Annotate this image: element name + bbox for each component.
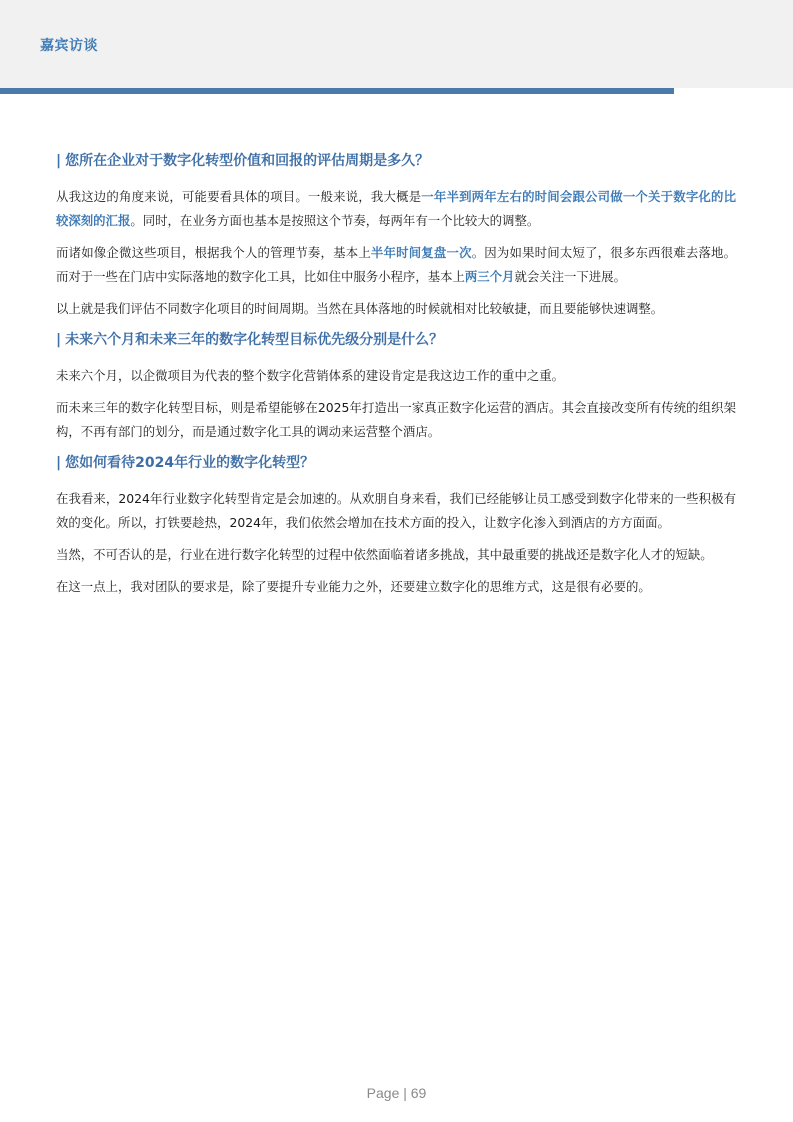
paragraph (56, 543, 736, 567)
paragraph (56, 297, 736, 321)
paragraph-text: 。同时，在业务方面也基本是按照这个节奏，每两年有一个比较大的调整。 (130, 213, 540, 228)
paragraph-text: 未来六个月，以企微项目为代表的整个数字化营销体系的建设肯定是我这边工作的重中之重。 (56, 368, 565, 383)
paragraph-text: 当然，不可否认的是，行业在进行数字化转型的过程中依然面临着诸多挑战，其中最重要的挑战还是数字化人才的短缺。 (56, 547, 713, 562)
heading-text: 未来六个月和未来三年的数字化转型目标优先级分别是什么？ (65, 332, 444, 348)
paragraph (56, 185, 736, 233)
paragraph-text: 在这一点上，我对团队的要求是，除了要提升专业能力之外，还要建立数字化的思维方式，这是很有必要的。 (56, 579, 651, 594)
paragraph-text: 而未来三年的数字化转型目标，则是希望能够在2025年打造出一家真正数字化运营的酒店。其会直接改变所有传统的组织架构，不再有部门的划分，而是通过数字化工具的调动来运营整个酒店。 (56, 400, 736, 439)
header-title: 嘉宾访谈 (40, 38, 98, 54)
heading-bar: | (56, 455, 62, 471)
paragraph-text: 从我这边的角度来说，可能要看具体的项目。一般来说，我大概是 (56, 189, 422, 204)
heading-text: 您所在企业对于数字化转型价值和回报的评估周期是多久？ (65, 153, 430, 169)
section-heading (56, 150, 736, 172)
paragraph-text: 在我看来，2024年行业数字化转型肯定是会加速的。从欢朋自身来看，我们已经能够让员工感受到数字化带来的一些积极有效的变化。所以，打铁要趁热，2024年，我们依然会增加在技术方面的投入，让数字化渗入到酒店的方方面面。 (56, 491, 736, 530)
paragraph-text: 而诸如像企微这些项目，根据我个人的管理节奏，基本上 (56, 245, 371, 260)
highlight-text: 半年时间复盘一次 (370, 245, 472, 260)
paragraph (56, 241, 736, 289)
article-body (56, 150, 736, 607)
section-heading (56, 329, 736, 351)
page-number: Page | 69 (366, 1085, 427, 1101)
header-rule (0, 88, 674, 94)
paragraph-text: 就会关注一下进展。 (514, 269, 626, 284)
highlight-text: 一年半到两年左右的时间会跟公司做一个关于数字化的比较深刻的汇报 (56, 189, 737, 228)
highlight-text: 两三个月 (464, 269, 515, 284)
paragraph (56, 364, 736, 388)
paragraph-text: 。因为如果时间太短了，很多东西很难去落地。而对于一些在门店中实际落地的数字化工具，比如住中服务小程序，基本上 (56, 245, 737, 284)
page-header (0, 0, 793, 88)
paragraph (56, 396, 736, 444)
heading-bar: | (56, 332, 62, 348)
paragraph (56, 575, 736, 599)
paragraph-text: 以上就是我们评估不同数字化项目的时间周期。当然在具体落地的时候就相对比较敏捷，而且要能够快速调整。 (56, 301, 664, 316)
heading-bar: | (56, 153, 62, 169)
paragraph (56, 487, 736, 535)
heading-text: 您如何看待2024年行业的数字化转型？ (65, 455, 315, 471)
section-heading (56, 452, 736, 474)
